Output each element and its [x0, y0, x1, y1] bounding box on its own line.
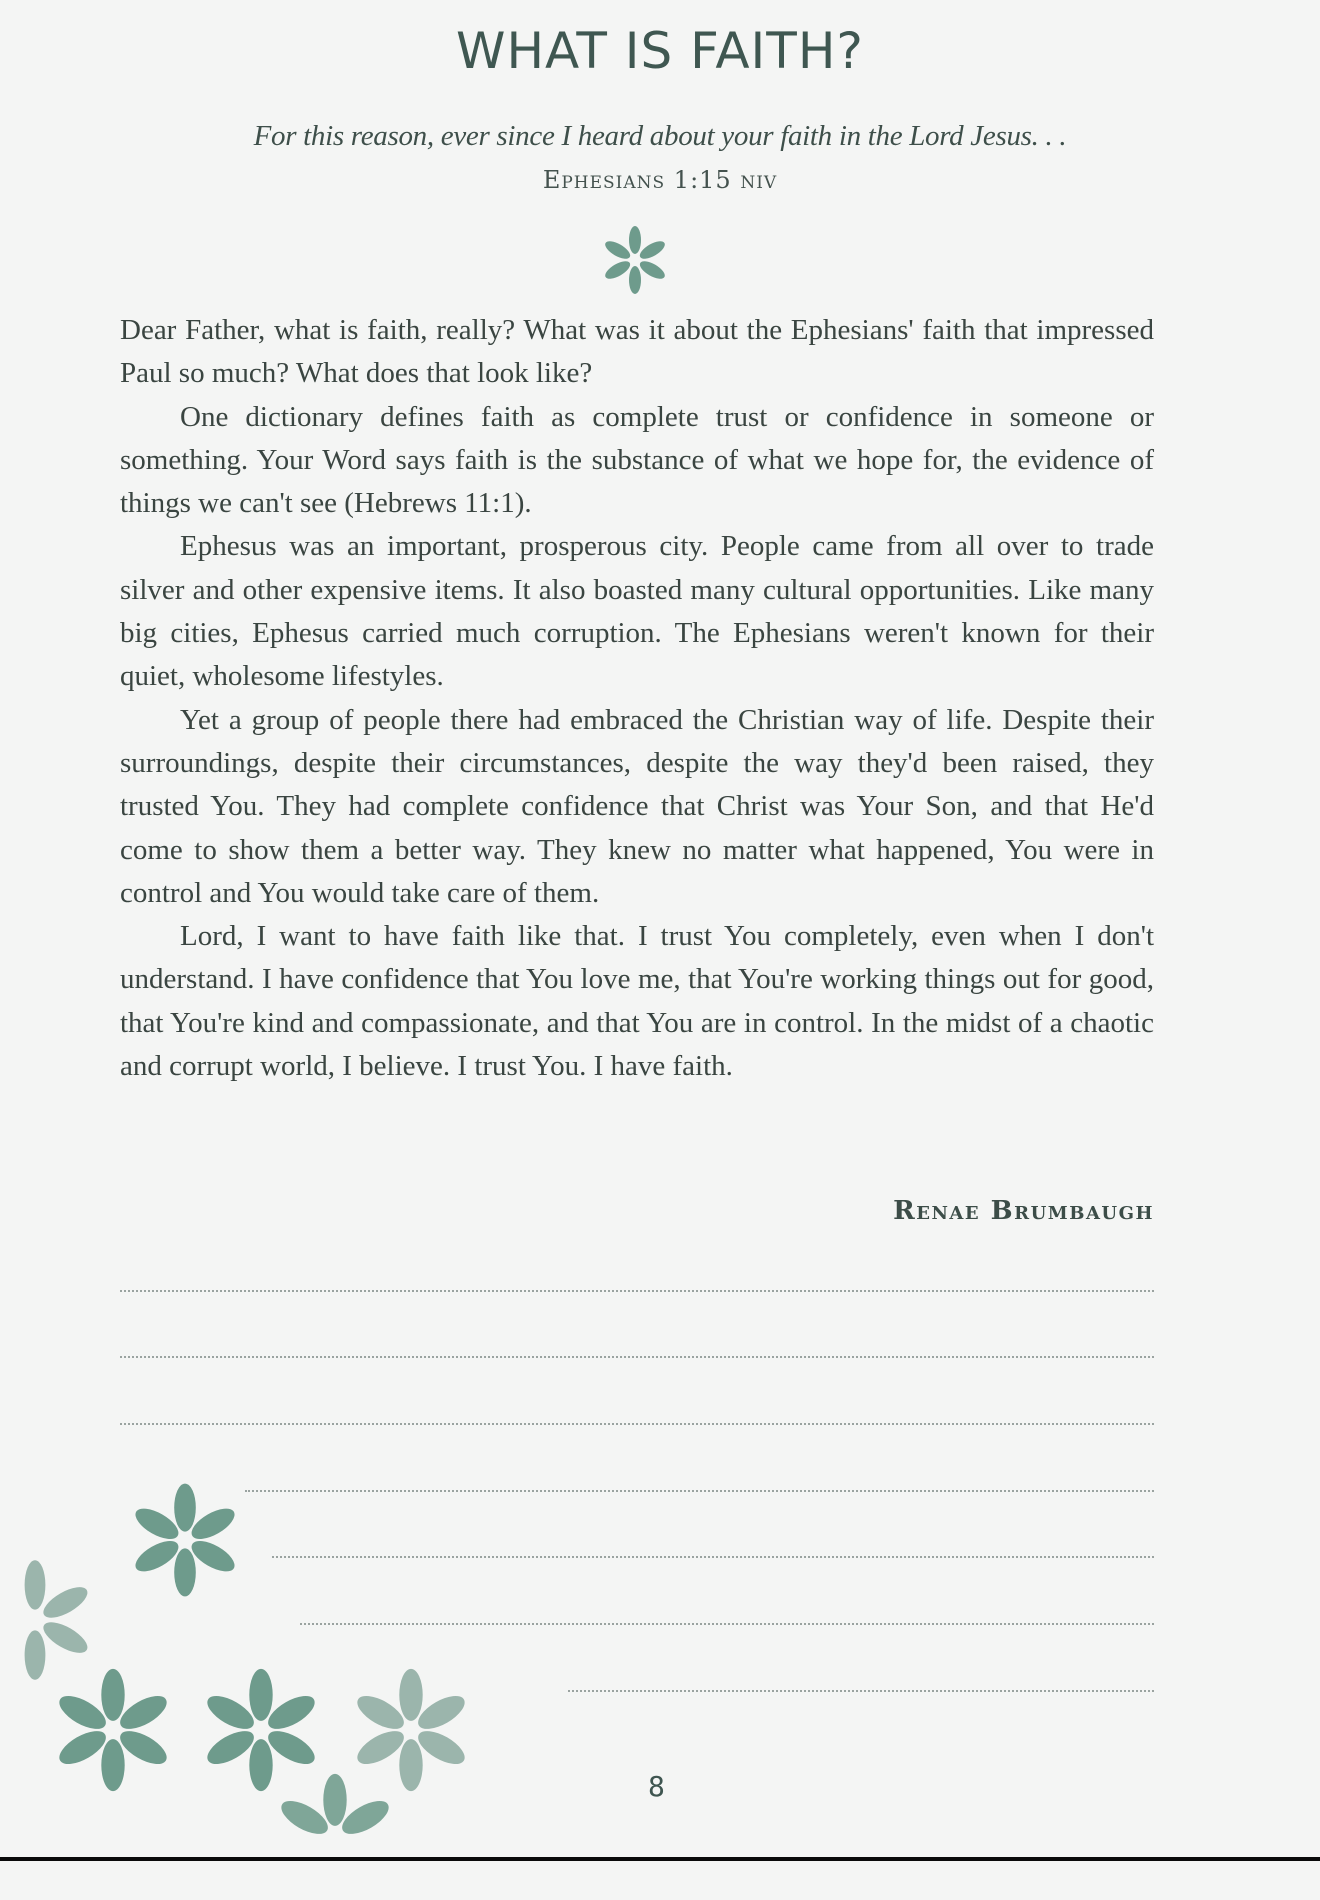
- flower-cluster-icon: [125, 1480, 245, 1600]
- page-title: WHAT IS FAITH?: [456, 22, 864, 80]
- paragraph: Ephesus was an important, prosperous city. People came from all over to trade silver and other expensive items. It also boasted many cultural opportunities. Like many big cities, Ephesus carried much corruption. The Ephesians weren't known for their quiet, wholesome lifestyles.: [120, 530, 1154, 693]
- paragraph: Lord, I want to have faith like that. I trust You completely, even when I don't understand. I have confidence that You love me, that You're working things out for good, that You're kind and compassionate, and that You are in control. In the midst of a chaotic and corrupt world, I believe. I trust You. I have faith.: [120, 920, 1154, 1083]
- journal-line: [245, 1490, 1154, 1492]
- journal-line: [120, 1423, 1154, 1425]
- journal-line: [568, 1690, 1154, 1692]
- author-name: Renae Brumbaugh: [893, 1196, 1154, 1226]
- flower-partial-icon: [270, 1770, 400, 1900]
- journal-line: [272, 1556, 1154, 1558]
- journal-line: [300, 1623, 1154, 1625]
- flower-ornament-icon: [595, 220, 675, 300]
- scripture-verse: For this reason, ever since I heard about your faith in the Lord Jesus. . .: [253, 120, 1067, 152]
- flower-icon: [48, 1665, 178, 1795]
- journal-line: [120, 1356, 1154, 1358]
- devotional-body: [120, 309, 1154, 1088]
- paragraph: Dear Father, what is faith, really? What was it about the Ephesians' faith that impressed Paul so much? What does that look like?: [120, 314, 1154, 390]
- page-number: 8: [648, 1770, 665, 1803]
- bottom-border: [0, 1857, 1320, 1861]
- paragraph: One dictionary defines faith as complete trust or confidence in someone or something. Your Word says faith is the substance of what we hope for, the evidence of things we can't see (Hebrews 11:1).: [120, 400, 1154, 520]
- journal-line: [120, 1290, 1154, 1292]
- scripture-reference: Ephesians 1:15 niv: [542, 166, 778, 194]
- paragraph: Yet a group of people there had embraced the Christian way of life. Despite their surroundings, despite their circumstances, despite the way they'd been raised, they trusted You. They had complete confidence that Christ was Your Son, and that He'd come to show them a better way. They knew no matter what happened, You were in control and You would take care of them.: [120, 703, 1154, 909]
